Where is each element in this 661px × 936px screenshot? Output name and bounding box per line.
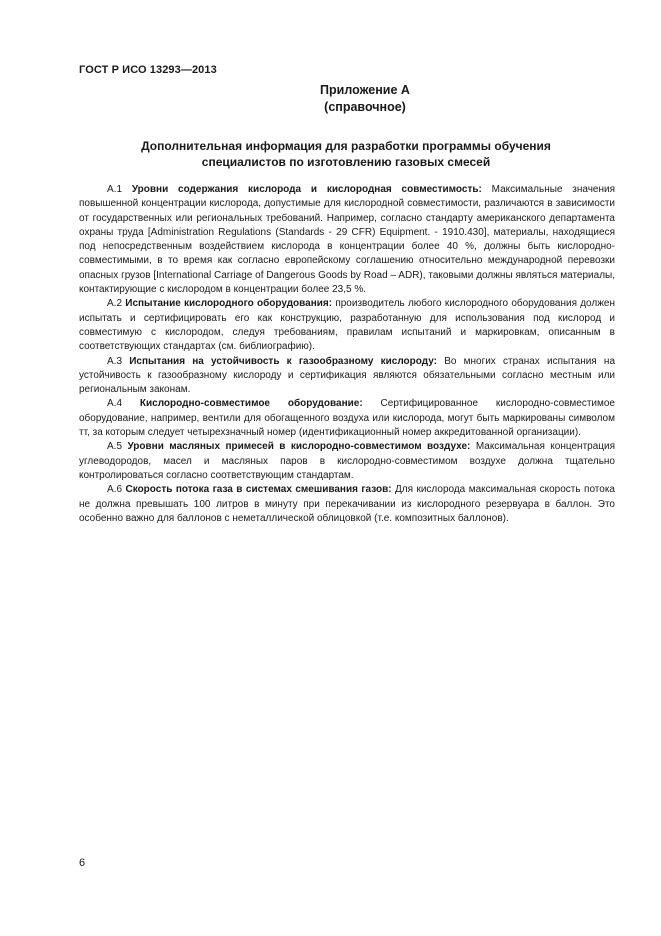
annex-heading (230, 82, 500, 116)
paragraph-number: А.4 (107, 398, 123, 410)
paragraph-text: Максимальные значения повышенной концентрации кислорода, допустимые для кислородной совместимости, различаются в зависимости от государственных или региональных требований. Например, согласно стандарту американского департамента охраны труда [Administration Regulations (Standards - 29 CFR) Equipment. - 1910.430], материалы, находящиеся под непосредственным воздействием кислорода в концентрации более 40 %, должны быть кислородно-совместимыми, в то время как согласно европейскому соглашению относительно международной перевозки опасных грузов [International Carriage of Dangerous Goods by Road – ADR), таковыми должны являться материалы, контактирующие с кислородом в концентрации более 23,5 %. (79, 184, 616, 296)
paragraph-a6 (79, 483, 615, 526)
paragraph-number: А.2 (107, 298, 123, 310)
paragraph-number: А.6 (107, 484, 123, 496)
annex-title: Приложение А (320, 83, 410, 97)
paragraph-heading: Испытание кислородного оборудования: (125, 298, 333, 310)
paragraph-text: Максимальная концентрация углеводородов, масел и масляных паров в кислородно-совместимом воздухе должна тщательно контролироваться согласно соответствующим стандартам. (79, 441, 616, 481)
body-text (79, 183, 615, 526)
paragraph-a4 (79, 397, 615, 440)
section-title (90, 139, 602, 170)
paragraph-number: А.5 (107, 441, 123, 453)
paragraph-a5 (79, 440, 615, 483)
paragraph-heading: Кислородно-совместимое оборудование: (139, 398, 363, 410)
paragraph-text: производитель любого кислородного оборудования должен испытать и сертифицировать его как конструкцию, разработанную для использования под кислород и совместимую с кислородом, следуя требованиям, правилам испытаний и маркировкам, описанным в соответствующих стандартах (см. библиографию). (79, 298, 615, 353)
page-number: 6 (79, 857, 86, 869)
paragraph-heading: Уровни масляных примесей в кислородно-совместимом воздухе: (127, 441, 471, 453)
paragraph-text: Сертифицированное кислородно-совместимое оборудование, например, вентили для обогащенного воздуха или кислорода, могут быть маркированы символом тт, за которым следует четырехзначный номер (идентификационный номер аккредитованной организации). (79, 398, 615, 439)
paragraph-heading: Уровни содержания кислорода и кислородная совместимость: (131, 184, 482, 195)
paragraph-number: А.3 (107, 355, 123, 367)
standard-designation: ГОСТ Р ИСО 13293—2013 (79, 64, 217, 76)
paragraph-a2 (79, 297, 615, 354)
paragraph-number: А.1 (107, 184, 123, 195)
paragraph-text: Во многих странах испытания на устойчивость к газообразному кислороду и сертификация являются обязательными согласно местным или региональным законам. (79, 355, 616, 396)
paragraph-a3 (79, 355, 615, 398)
paragraph-text: Для кислорода максимальная скорость потока не должна превышать 100 литров в минуту при перекачивании из кислородного резервуара в баллон. Это особенно важно для баллонов с неметаллической облицовкой (т.е. композитных баллонов). (79, 484, 615, 524)
paragraph-a1 (79, 183, 615, 297)
paragraph-heading: Испытания на устойчивость к газообразному кислороду: (129, 355, 437, 367)
paragraph-heading: Скорость потока газа в системах смешивания газов: (125, 484, 392, 496)
section-title-line-1: Дополнительная информация для разработки программы обучения (141, 139, 551, 153)
annex-type: (справочное) (324, 100, 406, 114)
section-title-line-2: специалистов по изготовлению газовых смесей (201, 154, 491, 169)
